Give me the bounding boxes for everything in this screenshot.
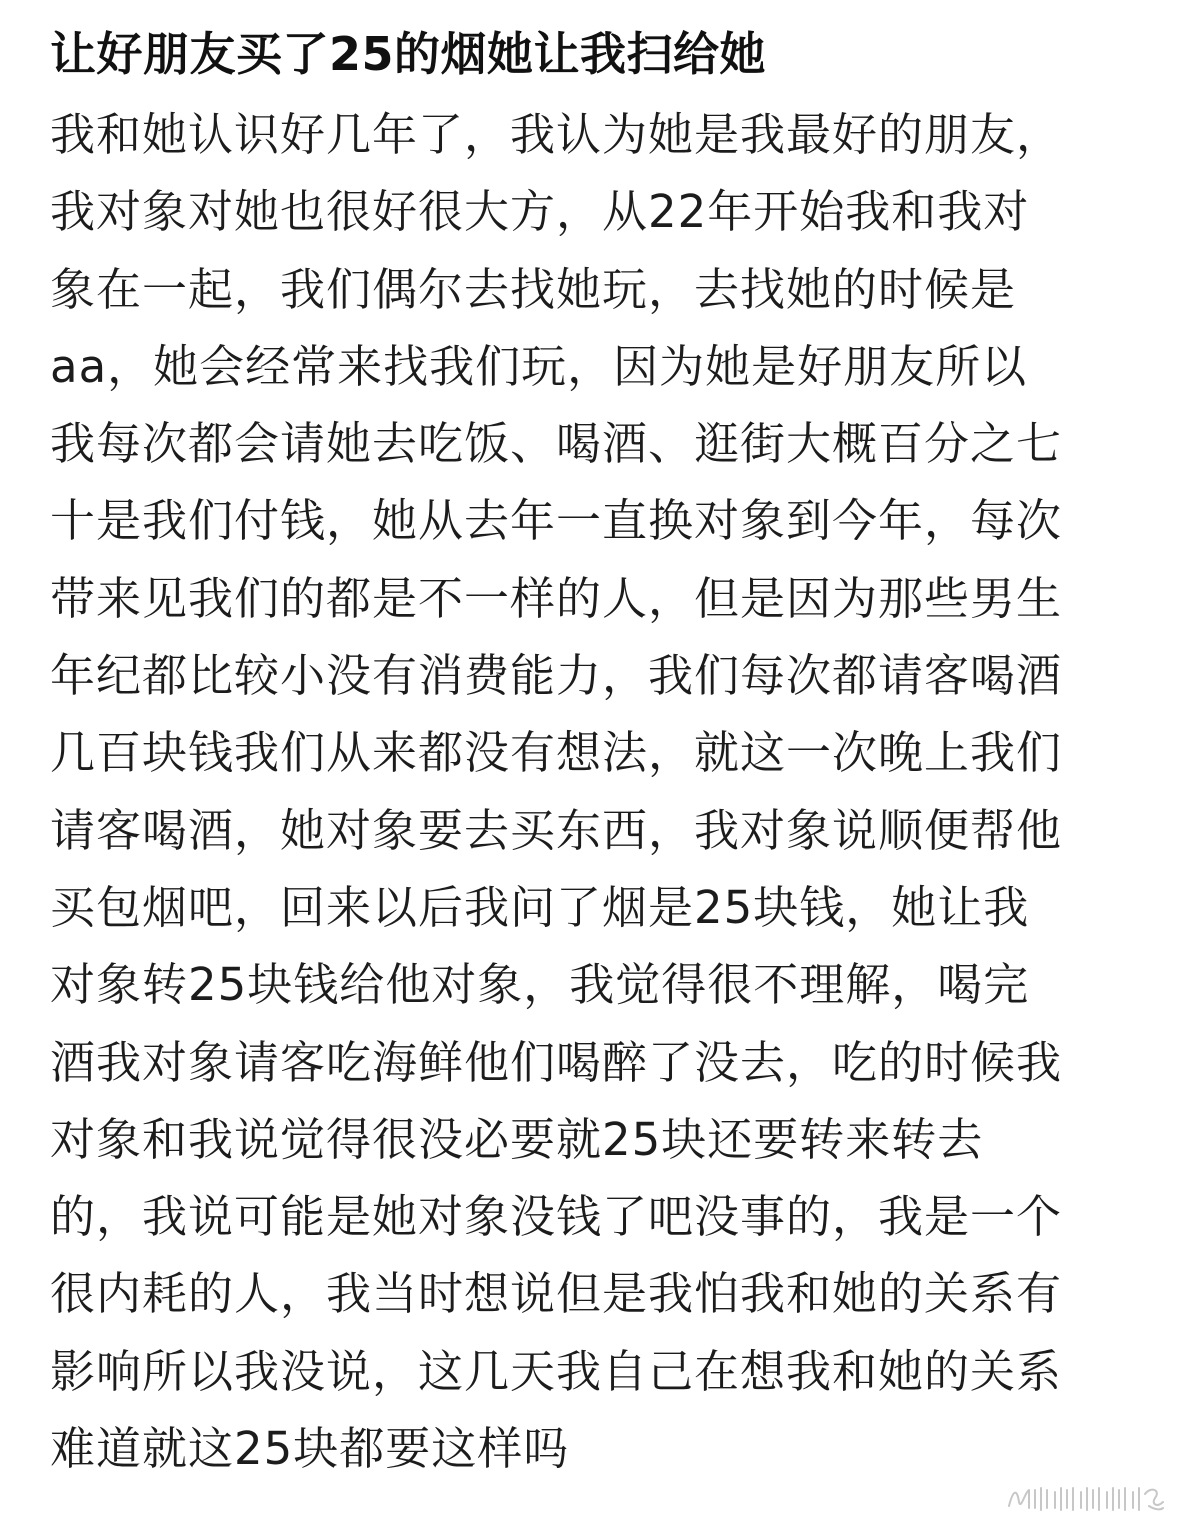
body-line: 很内耗的人，我当时想说但是我怕我和她的关系有	[50, 1267, 1063, 1321]
body-line: 象在一起，我们偶尔去找她玩，去找她的时候是	[50, 262, 1017, 316]
body-line: 的，我说可能是她对象没钱了吧没事的，我是一个	[50, 1190, 1063, 1244]
body-line: 买包烟吧，回来以后我问了烟是25块钱，她让我	[50, 880, 1030, 934]
body-line: 年纪都比较小没有消费能力，我们每次都请客喝酒	[50, 649, 1063, 703]
scribble-watermark-icon	[1005, 1480, 1167, 1516]
body-line: 酒我对象请客吃海鲜他们喝醉了没去，吃的时候我	[50, 1035, 1063, 1089]
body-line: 影响所以我没说，这几天我自己在想我和她的关系	[50, 1344, 1063, 1398]
body-line: aa，她会经常来找我们玩，因为她是好朋友所以	[50, 339, 1028, 393]
body-line: 十是我们付钱，她从去年一直换对象到今年，每次	[50, 494, 1063, 548]
body-line: 我每次都会请她去吃饭、喝酒、逛街大概百分之七	[50, 417, 1063, 471]
body-line: 我和她认识好几年了，我认为她是我最好的朋友，	[50, 108, 1063, 161]
body-line: 难道就这25块都要这样吗	[50, 1422, 570, 1476]
post-title: 让好朋友买了25的烟她让我扫给她	[50, 27, 767, 81]
post	[50, 18, 1135, 1487]
post-body	[50, 96, 1135, 1487]
body-line: 请客喝酒，她对象要去买东西，我对象说顺便帮他	[50, 803, 1063, 857]
body-line: 对象转25块钱给他对象，我觉得很不理解，喝完	[50, 958, 1030, 1012]
body-line: 我对象对她也很好很大方，从22年开始我和我对	[50, 185, 1030, 239]
body-line: 对象和我说觉得很没必要就25块还要转来转去	[50, 1112, 984, 1166]
body-line: 几百块钱我们从来都没有想法，就这一次晚上我们	[50, 726, 1063, 780]
body-line: 带来见我们的都是不一样的人，但是因为那些男生	[50, 571, 1063, 625]
